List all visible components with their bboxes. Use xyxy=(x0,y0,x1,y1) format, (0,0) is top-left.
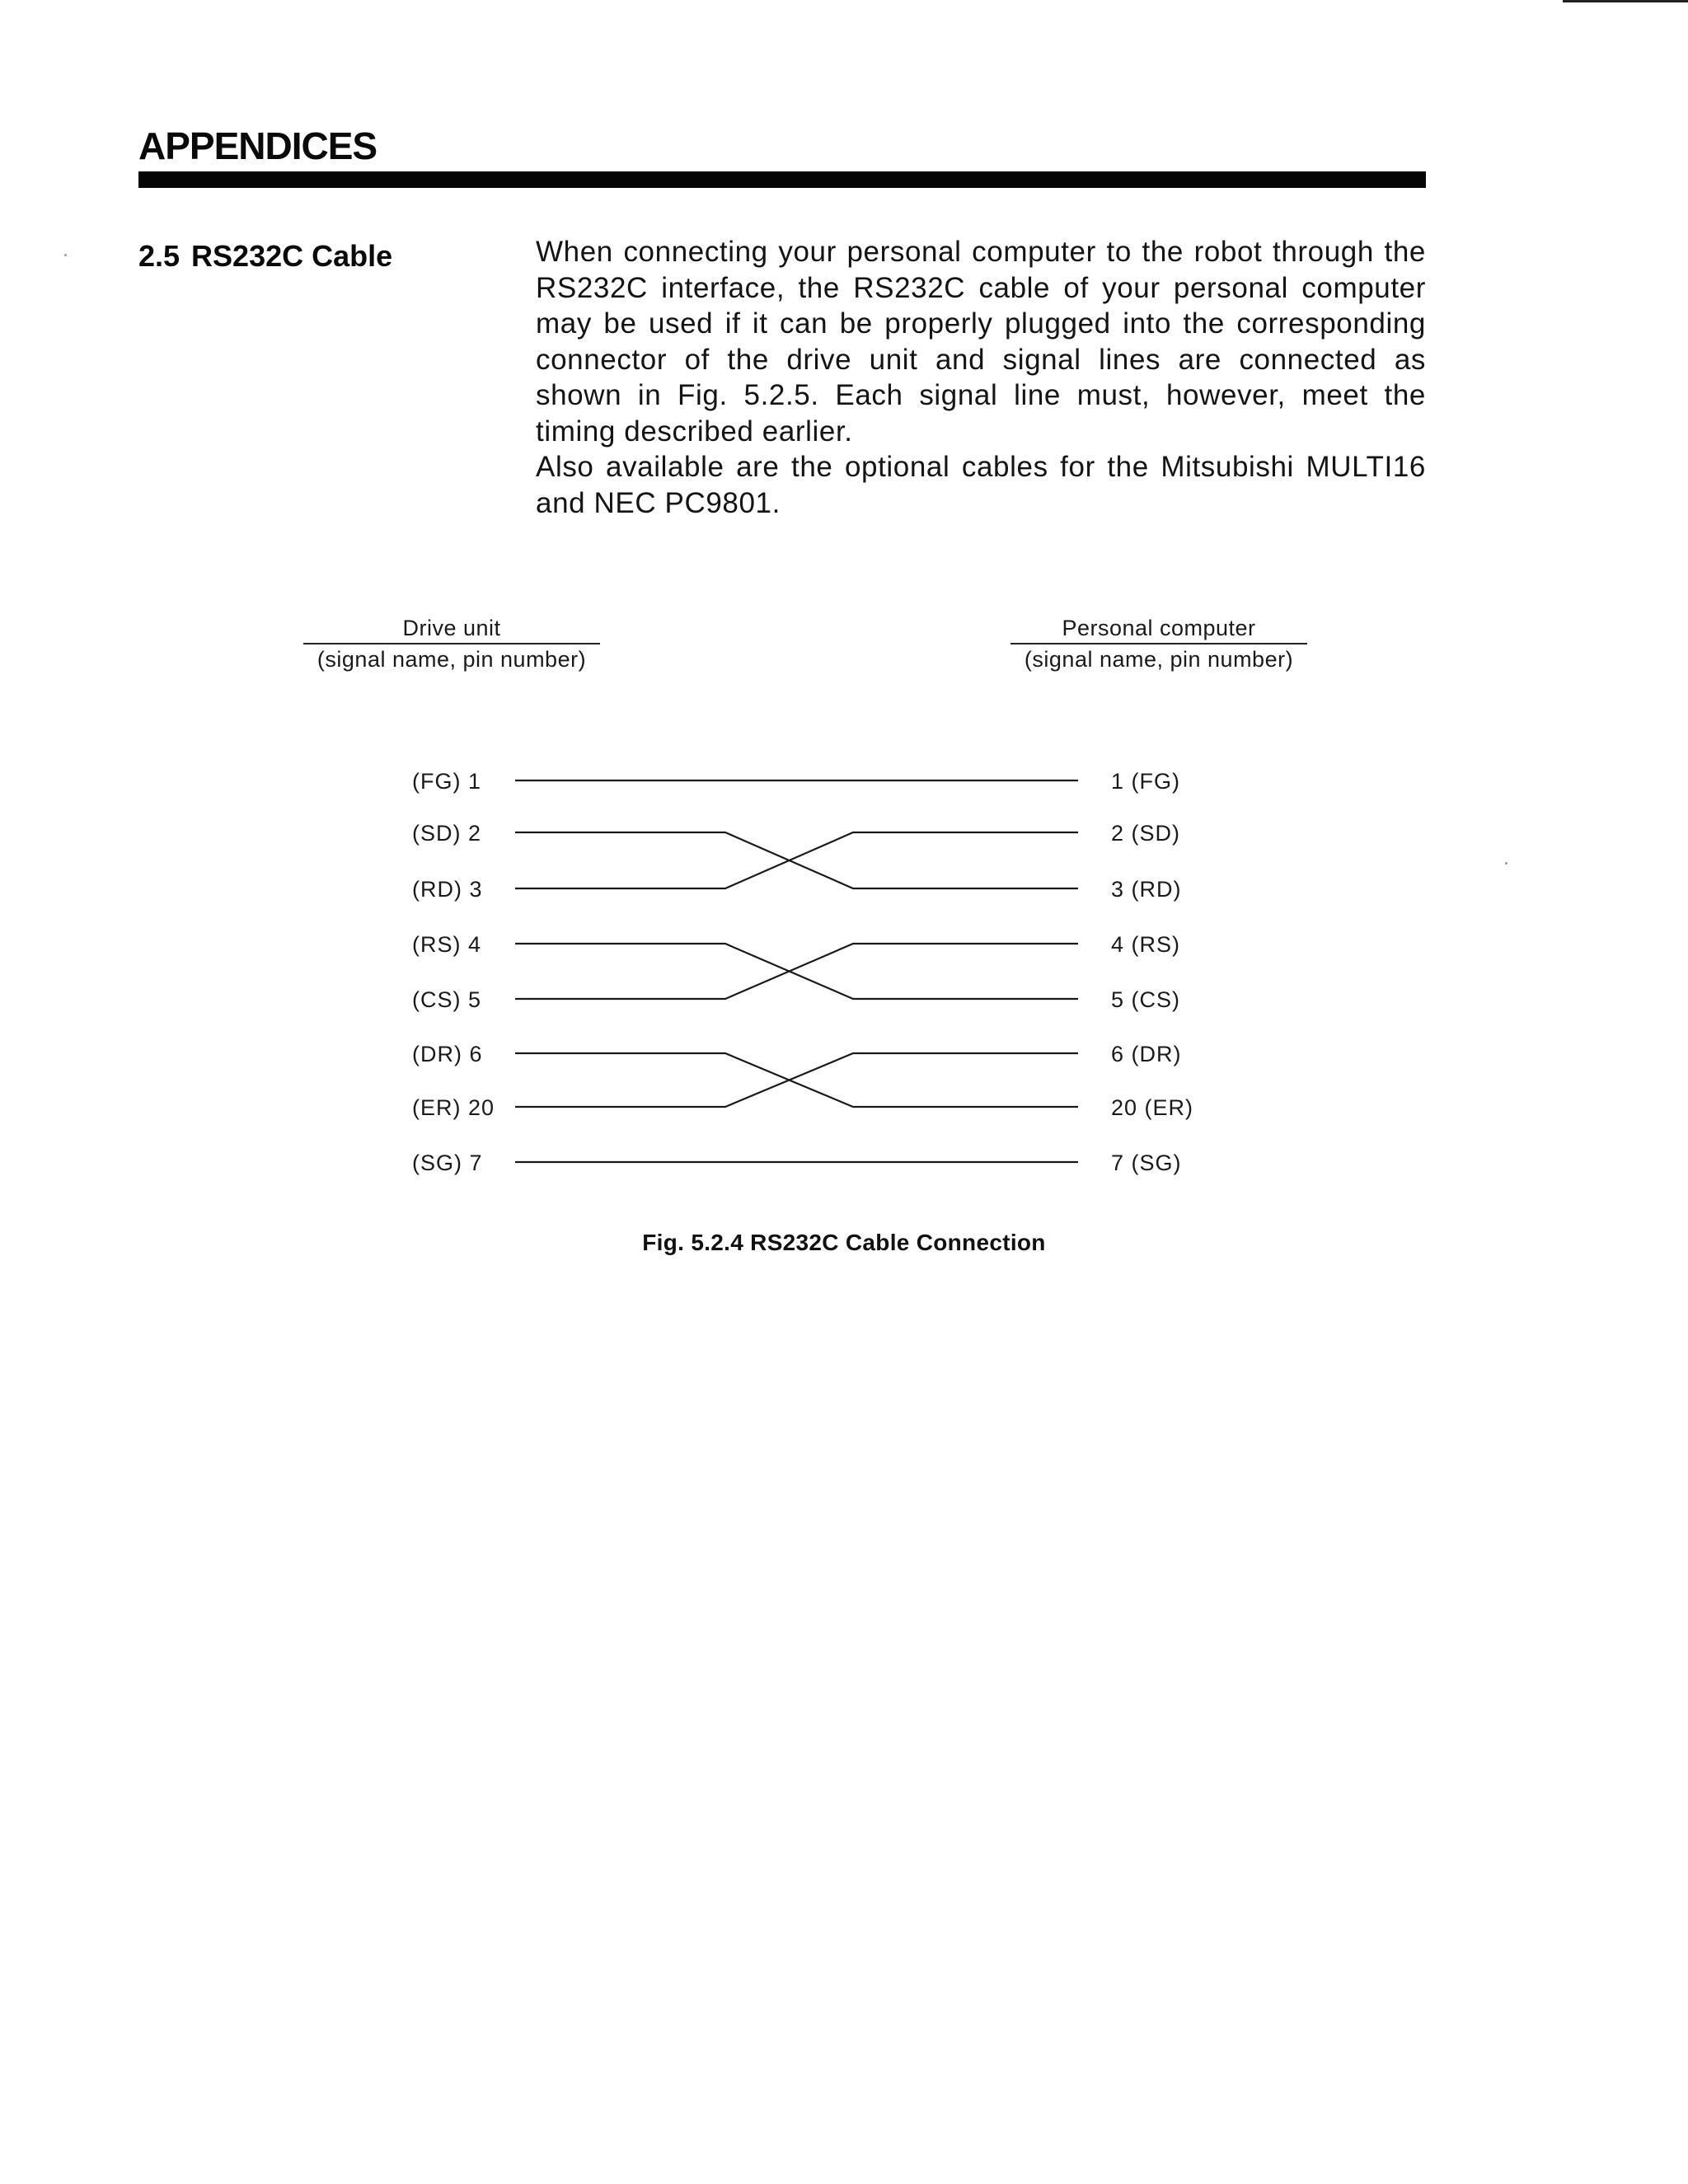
pc-pin-label: 3 (RD) xyxy=(1111,877,1182,902)
page-header: APPENDICES xyxy=(138,124,377,167)
signal-wire xyxy=(515,832,1078,888)
signal-wire xyxy=(515,1053,1078,1107)
pc-pin-label: 2 (SD) xyxy=(1111,821,1181,846)
pc-pin-label: 7 (SG) xyxy=(1111,1151,1182,1175)
personal-computer-title: Personal computer xyxy=(1062,616,1256,640)
pc-pin-label: 6 (DR) xyxy=(1111,1042,1182,1066)
signal-wire xyxy=(515,1053,1078,1107)
personal-computer-subtitle: (signal name, pin number) xyxy=(1024,647,1294,672)
signal-wire xyxy=(515,832,1078,888)
signal-wire xyxy=(515,944,1078,999)
drive-pin-label: (SG) 7 xyxy=(412,1151,483,1175)
section-number: 2.5 xyxy=(138,239,181,273)
drive-pin-label: (FG) 1 xyxy=(412,769,481,794)
body-paragraph-2: Also available are the optional cables for the Mitsubishi MULTI16 and NEC PC9801. xyxy=(536,451,1426,519)
section-title-text: RS232C Cable xyxy=(191,239,393,273)
body-paragraph-1: When connecting your personal computer to the robot through the RS232C interface, the RS232C cable of your personal computer may be used if it can be properly plugged into the corresponding connector of the drive unit and signal lines are connected as shown in Fig. 5.2.5. Each signal line must, however, meet the timing described earlier. xyxy=(536,236,1426,448)
drive-pin-label: (RS) 4 xyxy=(412,932,482,957)
drive-pin-label: (DR) 6 xyxy=(412,1042,483,1066)
scan-speck xyxy=(1505,862,1507,865)
pc-pin-label: 5 (CS) xyxy=(1111,987,1181,1012)
signal-wire xyxy=(515,944,1078,999)
pc-pin-label: 4 (RS) xyxy=(1111,932,1181,957)
drive-unit-title: Drive unit xyxy=(402,616,501,640)
drive-unit-subtitle: (signal name, pin number) xyxy=(316,647,587,672)
drive-pin-label: (CS) 5 xyxy=(412,987,482,1012)
figure-caption: Fig. 5.2.4 RS232C Cable Connection xyxy=(642,1230,1046,1255)
drive-pin-label: (ER) 20 xyxy=(412,1095,495,1120)
drive-pin-label: (SD) 2 xyxy=(412,821,482,846)
pc-pin-label: 20 (ER) xyxy=(1111,1095,1194,1120)
scan-speck xyxy=(64,254,67,256)
drive-pin-label: (RD) 3 xyxy=(412,877,483,902)
pc-pin-label: 1 (FG) xyxy=(1111,769,1180,794)
